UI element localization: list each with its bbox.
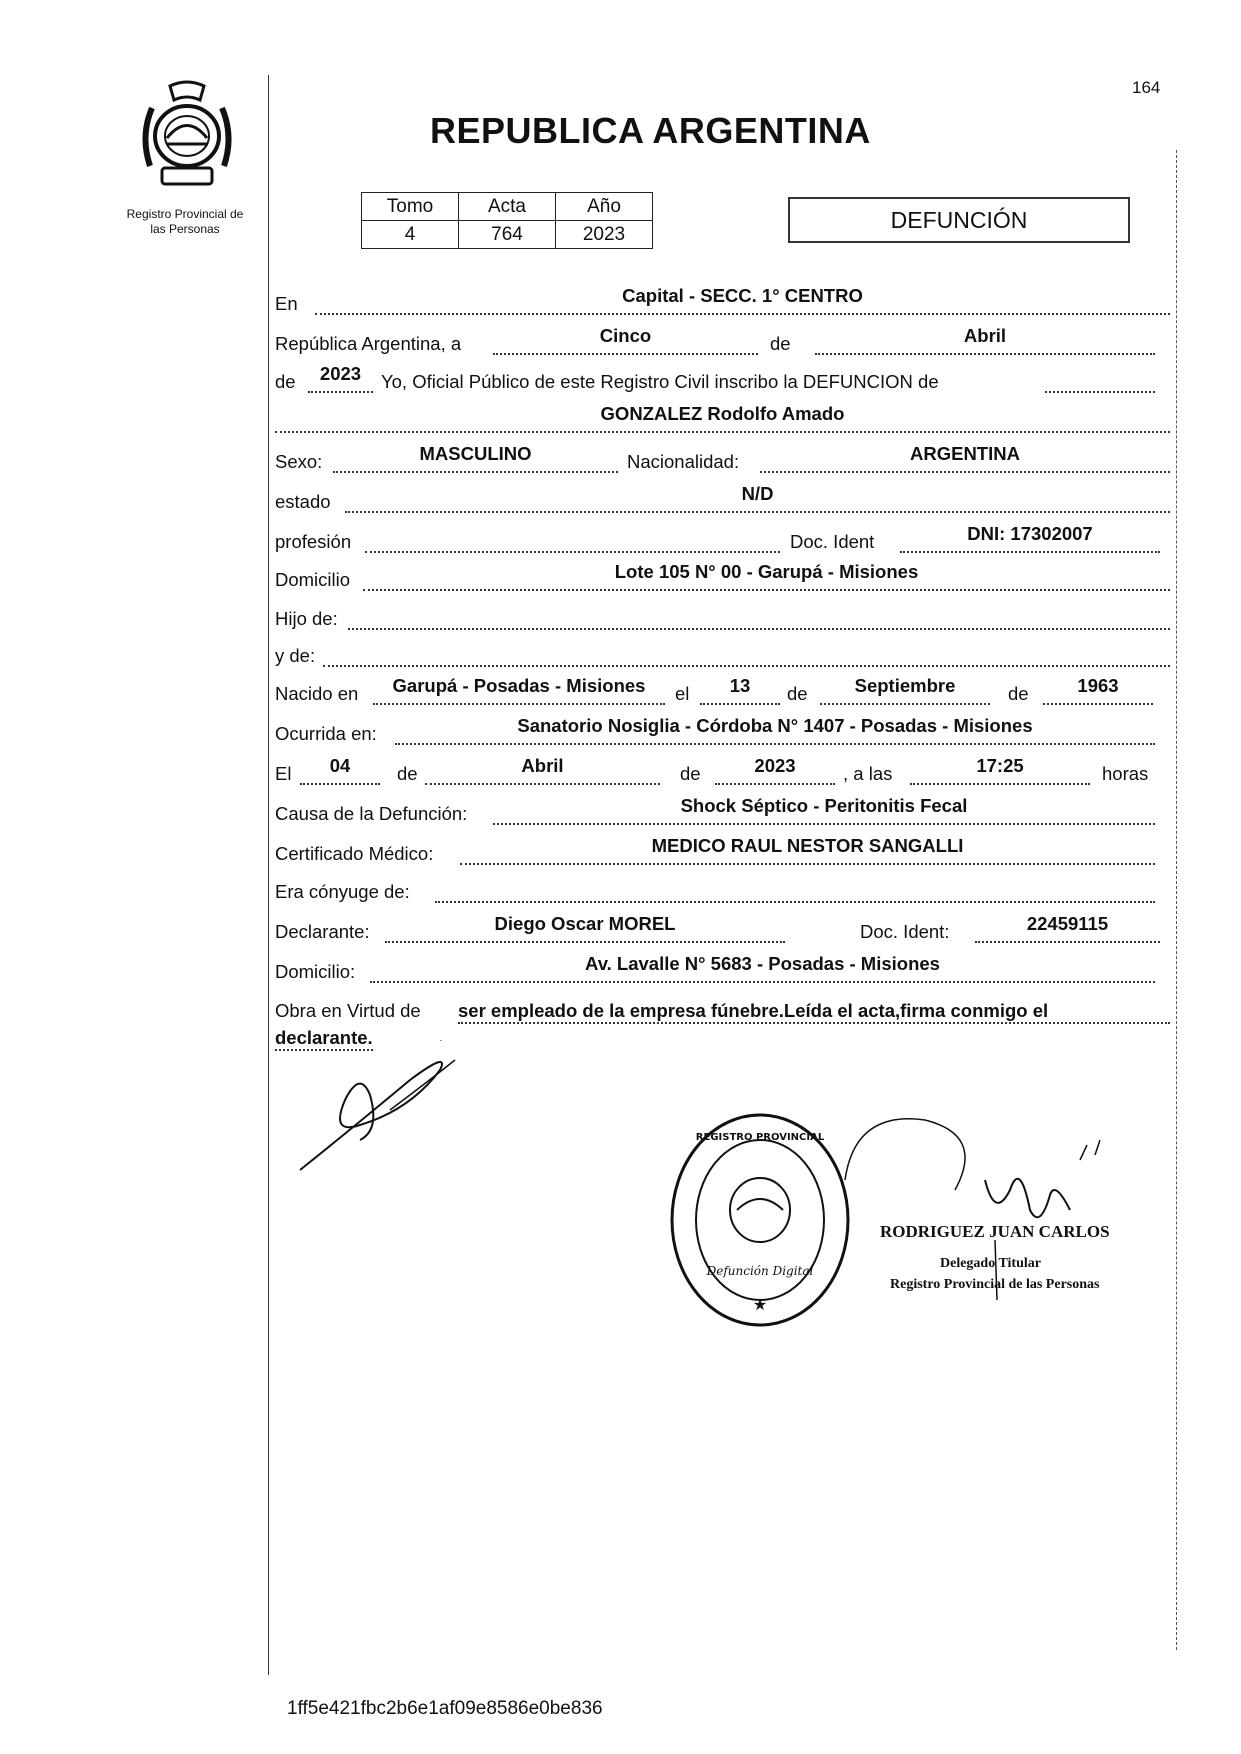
document-title: REPUBLICA ARGENTINA	[430, 110, 871, 151]
day-word-field	[493, 327, 758, 355]
row-conyuge	[275, 878, 1175, 908]
birth-year-value: 1963	[1077, 675, 1119, 696]
ocurrida-label: Ocurrida en:	[275, 723, 377, 744]
en-value: Capital - SECC. 1° CENTRO	[622, 285, 863, 306]
nacido-label: Nacido en	[275, 683, 359, 704]
obra-label: Obra en Virtud de	[275, 1000, 421, 1021]
declarante-field	[385, 915, 785, 943]
certificado-label: Certificado Médico:	[275, 843, 434, 864]
row-declarante	[275, 913, 1175, 948]
header-tomo: Tomo	[362, 193, 459, 221]
yde-field	[323, 639, 1170, 667]
death-time-field	[910, 757, 1090, 785]
value-ano: 2023	[556, 221, 653, 249]
de-label: de	[1008, 683, 1029, 704]
row-nacido	[275, 675, 1175, 710]
el-label: el	[675, 683, 690, 704]
row-fecha	[275, 325, 1175, 360]
el-label: El	[275, 763, 292, 784]
logo-caption	[100, 207, 270, 237]
profesion-field	[365, 525, 780, 553]
row-ocurrida	[275, 715, 1175, 750]
row-causa	[275, 795, 1175, 830]
reference-table	[361, 192, 653, 249]
signer-name: RODRIGUEZ JUAN CARLOS	[880, 1222, 1110, 1241]
domicilio-label: Domicilio	[275, 569, 351, 590]
province-emblem-logo	[122, 78, 252, 198]
act-type-box: DEFUNCIÓN	[788, 197, 1130, 243]
row-deceased-name	[275, 403, 1175, 438]
row-sexo	[275, 443, 1175, 478]
yde-label: y de:	[275, 645, 316, 666]
deceased-name-value: GONZALEZ Rodolfo Amado	[600, 403, 845, 424]
causa-field	[493, 797, 1155, 825]
declarante-domicilio-label: Domicilio:	[275, 961, 356, 982]
declarante-doc-value: 22459115	[1026, 913, 1109, 934]
year-field	[308, 365, 373, 393]
inscribe-text: Yo, Oficial Público de este Registro Civil inscribo la DEFUNCION de	[381, 371, 939, 392]
nacionalidad-field	[760, 445, 1170, 473]
sexo-value: MASCULINO	[419, 443, 532, 464]
birth-year-field	[1043, 677, 1153, 705]
a-las-label: , a las	[843, 763, 893, 784]
estado-value: N/D	[741, 483, 774, 504]
signer-role: Delegado Titular	[940, 1256, 1041, 1271]
row-certificado	[275, 835, 1175, 870]
causa-label: Causa de la Defunción:	[275, 803, 468, 824]
value-tomo: 4	[362, 221, 459, 249]
death-month-value: Abril	[521, 755, 564, 776]
svg-text:★: ★	[752, 1295, 768, 1314]
birth-day-field	[700, 677, 780, 705]
birth-month-field	[820, 677, 990, 705]
conyuge-field	[435, 875, 1155, 903]
nacionalidad-label: Nacionalidad:	[627, 451, 740, 472]
estado-label: estado	[275, 491, 331, 512]
deceased-name-field	[275, 405, 1170, 433]
row-inscribe	[275, 363, 1175, 398]
header-acta: Acta	[459, 193, 556, 221]
row-death-date	[275, 755, 1175, 790]
nacionalidad-value: ARGENTINA	[910, 443, 1020, 464]
en-field	[315, 287, 1170, 315]
nacido-place-value: Garupá - Posadas - Misiones	[392, 675, 646, 696]
logo-caption-line: Registro Provincial de	[126, 207, 244, 221]
conyuge-label: Era cónyuge de:	[275, 881, 410, 902]
row-declarante-domicilio	[275, 953, 1175, 988]
declarante-value: Diego Oscar MOREL	[494, 913, 676, 934]
republica-label: República Argentina, a	[275, 333, 462, 354]
declarante-label: Declarante:	[275, 921, 370, 942]
logo-caption-line: las Personas	[150, 222, 220, 236]
row-en	[275, 285, 1175, 320]
day-word-value: Cinco	[599, 325, 652, 346]
header-ano: Año	[556, 193, 653, 221]
birth-month-value: Septiembre	[854, 675, 956, 696]
declarante-domicilio-field	[370, 955, 1155, 983]
declarante-doc-field	[975, 915, 1160, 943]
declarant-signature	[290, 1040, 470, 1180]
page-number: 164	[1132, 78, 1161, 97]
death-year-value: 2023	[754, 755, 796, 776]
row-yde	[275, 642, 1175, 672]
inscribe-continuation-field	[1045, 365, 1155, 393]
death-day-value: 04	[329, 755, 351, 776]
hijo-field	[348, 602, 1170, 630]
de-label: de	[397, 763, 418, 784]
ocurrida-field	[395, 717, 1155, 745]
certificado-value: MEDICO RAUL NESTOR SANGALLI	[651, 835, 964, 856]
en-label: En	[275, 293, 298, 314]
certificado-field	[460, 837, 1155, 865]
month-value: Abril	[963, 325, 1007, 346]
left-margin-line	[268, 75, 269, 1675]
document-hash: 1ff5e421fbc2b6e1af09e8586e0be836	[287, 1698, 603, 1719]
value-acta: 764	[459, 221, 556, 249]
de-label: de	[680, 763, 701, 784]
row-domicilio	[275, 561, 1175, 596]
death-year-field	[715, 757, 835, 785]
de-label: de	[275, 371, 296, 392]
signer-organization: Registro Provincial de las Personas	[890, 1277, 1100, 1292]
horas-label: horas	[1102, 763, 1149, 784]
declarante-domicilio-value: Av. Lavalle N° 5683 - Posadas - Misiones	[585, 953, 940, 974]
declarante-doc-label: Doc. Ident:	[860, 921, 950, 942]
ocurrida-value: Sanatorio Nosiglia - Córdoba N° 1407 - Posadas - Misiones	[517, 715, 1033, 736]
stamp-inner-text: Defunción Digital	[706, 1264, 814, 1278]
sexo-field	[333, 445, 618, 473]
obra-value-line-1: ser empleado de la empresa fúnebre.Leída el acta,firma conmigo el	[458, 1000, 1170, 1024]
domicilio-value: Lote 105 N° 00 - Garupá - Misiones	[614, 561, 919, 582]
year-value: 2023	[319, 363, 362, 384]
right-margin-marks	[1176, 150, 1177, 1650]
profesion-label: profesión	[275, 531, 352, 552]
row-profesion	[275, 523, 1175, 558]
stamp-ring-text: REGISTRO PROVINCIAL	[695, 1132, 825, 1143]
death-time-value: 17:25	[976, 755, 1024, 776]
doc-ident-label: Doc. Ident	[790, 531, 875, 552]
domicilio-field	[363, 563, 1170, 591]
hijo-label: Hijo de:	[275, 608, 338, 629]
sexo-label: Sexo:	[275, 451, 323, 472]
doc-ident-field	[900, 525, 1160, 553]
death-month-field	[425, 757, 660, 785]
causa-value: Shock Séptico - Peritonitis Fecal	[680, 795, 968, 816]
row-estado	[275, 483, 1175, 518]
de-label: de	[770, 333, 791, 354]
official-stamp	[665, 1110, 855, 1330]
month-field	[815, 327, 1155, 355]
estado-field	[345, 485, 1170, 513]
death-day-field	[300, 757, 380, 785]
de-label: de	[787, 683, 808, 704]
row-hijo	[275, 605, 1175, 635]
birth-day-value: 13	[729, 675, 751, 696]
doc-ident-value: DNI: 17302007	[967, 523, 1093, 544]
nacido-place-field	[373, 677, 665, 705]
obra-value-line-2: declarante.	[275, 1027, 373, 1051]
